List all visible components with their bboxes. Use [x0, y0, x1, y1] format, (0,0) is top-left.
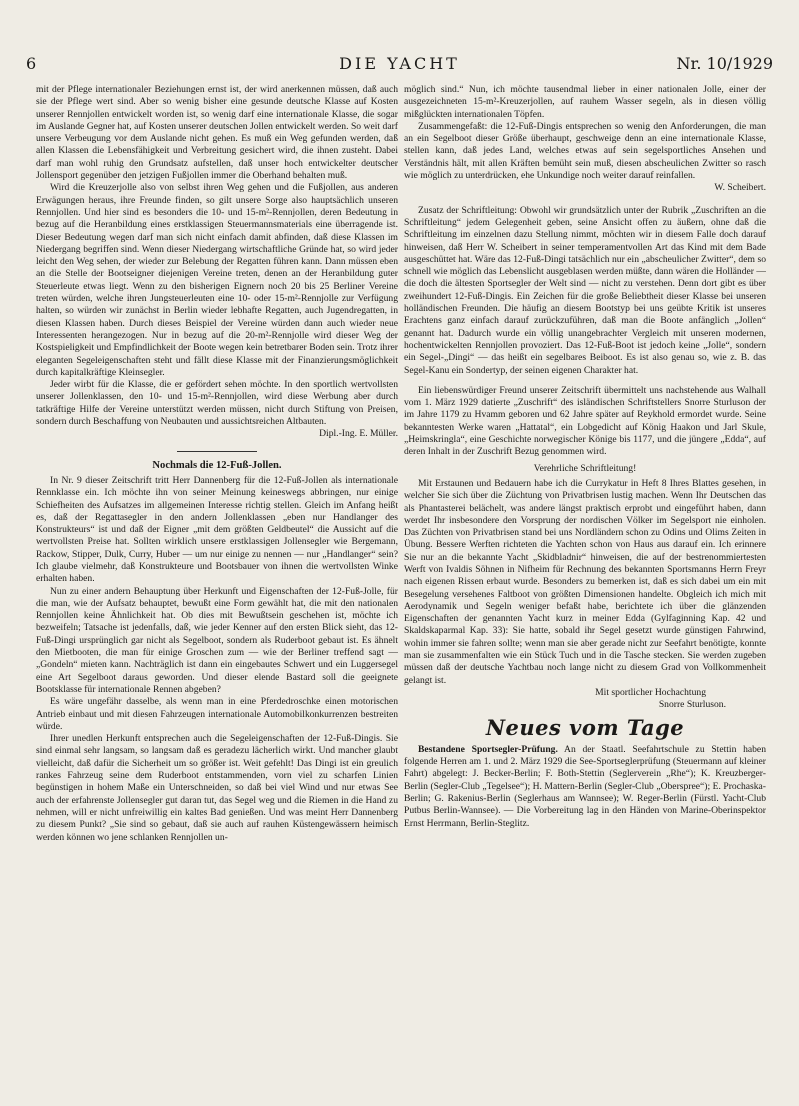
paragraph: In Nr. 9 dieser Zeitschrift tritt Herr Dannenberg für die 12-Fuß-Jollen als internationale Rennklasse ein. Ich möchte ihn von seiner Meinung keineswegs abbringen, nur einige Schiefheiten des Aufsatzes im allgemeinen Interesse richtig stellen. Gleich im Anfang heißt es, daß der Regattasegler in den andern Jollenklassen „eben nur Handlanger des Konstrukteurs“ ist und daß der Eigner „mit dem größten Geldbeutel“ die Aussicht auf die wertvollsten Preise hat. Sollten wirklich unsere erstklassigen Jollensegler wie Bergemann, Rackow, Stipper, Dulk, Curry, Huber — um nur einige zu nennen — nur „Handlanger“ sein? Ich glaube vielmehr, daß Konstrukteure und Bootsbauer von ihnen die wertvollsten Winke erhalten haben.: [36, 474, 398, 585]
paragraph: Nun zu einer andern Behauptung über Herkunft und Eigenschaften der 12-Fuß-Jolle, für die man, wie der Aufsatz behauptet, bewußt eine Form gewählt hat, die mit den nationalen Rennjollen keine Ähnlichkeit hat. Ob dies mit Bewußtsein geschehen ist, möchte ich bezweifeln; Tatsache ist jedenfalls, daß, wie jeder Kenner auf den ersten Blick sieht, das 12-Fuß-Dingi ursprünglich gar nicht als Segelboot, sondern als Ruderboot gebaut ist. Es ähnelt den Mietbooten, die man für einige Groschen zum — wie der Berliner treffend sagt — „Gondeln“ mieten kann. Nachträglich ist dann ein eingebautes Schwert und ein Luggersegel eine Art Segelboot daraus geworden. Und dieser elende Bastard soll die geeignete Bootsklasse für internationale Rennen abgeben?: [36, 585, 398, 695]
section-divider: [177, 451, 257, 452]
author-signature: W. Scheibert.: [714, 182, 766, 194]
letter-closing: Mit sportlicher Hochachtung: [595, 686, 706, 698]
letter-body: Mit Erstaunen und Bedauern habe ich die Currykatur in Heft 8 Ihres Blattes gesehen, in welcher Sie sich über die Züchtung von Privatbrisen lustig machen. Wenn Ihr Deutschen das als Phantasterei belächelt, was andere längst praktisch erprobt und eingeführt haben, dann werdet Ihr insbesondere den Vorsprung der nordischen Völker im Segelsport nie einholen. Das Züchten von Privatbrisen stand bei uns Nordländern schon zu Odins und Olims Zeiten in Übung. Bessere Werften richteten die Yachten schon von Haus aus darauf ein. Ich erinnere Sie nur an die bekannte Yacht „Skidbladnir“ hinweisen, die auf der bestrenommiertesten Werft von Ivaldis Söhnen in Nifheim für Rechnung des bekannten Sportsmanns Herrn Freyr nach eigenen Rissen erbaut wurde. Besonders zu bemerken ist, daß es sich dabei um ein mit Besegelung versehenes Faltboot von größten Dimensionen handelte. Obgleich ich mich mit Aerodynamik und Segeln weniger befaßt habe, berichtete ich über die glänzenden Eigenschaften der genannten Yacht kurz in meiner Edda (Gylfaginning Kap. 42 und Skaldskaparmal Kap. 33): Sie hatte, sobald ihr Segel gesetzt wurde günstigen Fahrwind, wohin immer sie fahren sollte; wenn man sie aber gerade nicht zur Seefahrt benötigte, konnte man sie zusammenfalten wie ein Stück Tuch und in die Tasche stecken. Sie werden zugeben müssen daß der deutsche Yachtbau noch lange nicht zu diesem Grad von Vollkommenheit gelangt ist.: [404, 477, 766, 686]
paragraph: Zusammengefaßt: die 12-Fuß-Dingis entsprechen so wenig den Anforderungen, die man an ein Segelboot dieser Größe überhaupt, geschweige denn an eine internationale Klasse, stellen kann, daß jedes Land, welches etwas auf sein segelsportliches Ansehen und Verständnis hält, mit allen Kräften bemüht sein muß, diesen abscheulichen Zwitter so rasch wie möglich zu unterdrücken, ehe Unkundige noch weiter darauf reinfallen.: [404, 120, 766, 182]
running-title: DIE YACHT: [339, 54, 460, 73]
paragraph: Ein liebenswürdiger Freund unserer Zeitschrift übermittelt uns nachstehende aus Walhall vom 1. März 1929 datierte „Zuschrift“ des isländischen Schriftstellers Snorre Sturluson der im Jahre 1179 zu Hvamm geboren und 62 Jahre später auf Reykhold ermordet wurde. Seine bekanntesten Werke waren „Hattatal“, ein Lobgedicht auf König Haakon und Jarl Skule, „Heimskringla“, eine Geschichte norwegischer Könige bis 1177, und die jüngere „Edda“, auf deren Inhalt in der Zuschrift Bezug genommen wird.: [404, 384, 766, 458]
paragraph: mit der Pflege internationaler Beziehungen ernst ist, der wird anerkennen müssen, daß auch sie der Pflege wert sind. Aber so wenig bisher eine gesunde deutsche Klasse auf Kosten unserer Rennjollen entwickelt worden ist, so wenig darf eine internationale Klasse, die sogar im Auslande Gegner hat, auf Kosten unserer deutschen Jollen entwickelt werden. So weit darf unsere Verbeugung vor dem Auslande nicht gehen. Es muß ein Weg gefunden werden, daß allen Klassen die Lebensfähigkeit und Verbreitung gesichert wird, die ihnen zusteht. Dabei darf man wohl ruhig den Grundsatz aufstellen, daß unser hoch entwickelter deutscher Jollensport gegenüber den jetzigen Fußjollen immer die Oberhand behalten muß.: [36, 84, 398, 182]
paragraph: Es wäre ungefähr dasselbe, als wenn man in eine Pferdedroschke einen motorischen Antrieb einbaut und mit diesen Fahrzeugen internationale Automobilkonkurrenzen bestreiten würde.: [36, 696, 398, 732]
left-column: [36, 84, 398, 1086]
letter-signature: Snorre Sturluson.: [658, 699, 726, 711]
paragraph: Ihrer unedlen Herkunft entsprechen auch die Segeleigenschaften der 12-Fuß-Dingis. Sie sind einmal sehr langsam, so langsam daß es geradezu lächerlich wirkt. Und mancher glaubt vielleicht, daß dafür die Sicherheit um so größer ist. Weit gefehlt! Das Dingi ist ein greulich rankes Fahrzeug seine dem Ruderboot entstammenden, vorn viel zu scharfen Linien begünstigen in hohem Maße ein Unterschneiden, so daß bei viel Wind und nur etwas See auch der erfahrenste Jollensegler gut daran tut, das Segel weg und die Riemen in die Hand zu nehmen, will er nicht unfreiwillig ein kaltes Bad genießen. Und was meint Herr Dannenberg zu diesem Punkt? „Sie sind so gebaut, daß sie auch auf rauhen Küstengewässern heimisch werden können wo jene schlanken Rennjollen un-: [36, 733, 398, 843]
editor-note: Zusatz der Schriftleitung: Obwohl wir grundsätzlich unter der Rubrik „Zuschriften an die Schriftleitung“ jedem Gelegenheit geben, seine Ansicht offen zu äußern, ohne daß die Schriftleitung im einzelnen dazu Stellung nimmt, möchten wir in diesem Falle doch darauf hinweisen, daß Herr W. Scheibert in seiner temperamentvollen Art das Kind mit dem Bade ausgeschüttet hat. Wäre das 12-Fuß-Dingi tatsächlich nur ein „abscheulicher Zwitter“, dem so schnell wie möglich das Lebenslicht ausgeblasen werden müßte, dann wären die Holländer — die doch die ältesten Sportsegler der Welt sind — nicht zu verstehen. Denn dort gibt es über zweihundert 12-Fuß-Dingis. Ein Zeichen für die große Beliebtheit dieser Klasse bei unseren holländischen Freunden. Die häufig an diesem Bootstyp bei uns geübte Kritik ist unseres Erachtens ganz einfach darauf zurückzuführen, daß man die Boote anfänglich „Jollen“ genannt hat. Dadurch wurde ein völlig unangebrachter Vergleich mit unseren modernen, hochentwickelten Rennjollen provoziert. Das 12-Fuß-Boot ist jedoch keine „Jolle“, sondern ein Segel-„Dingi“ — das heißt ein segelbares Beiboot. Es ist also genau so, wie z. B. das Segel-Kanu ein Sondertyp, der seinen eigenen Charakter hat.: [404, 204, 766, 376]
author-signature: Dipl.-Ing. E. Müller.: [319, 428, 398, 440]
right-column: [404, 84, 766, 1086]
news-section-title: Neues vom Tage: [485, 714, 685, 740]
paragraph: Jeder wirbt für die Klasse, die er gefördert sehen möchte. In den sportlich wertvollsten unserer Jollenklassen, den 10- und 15-m²-Rennjollen, wird diese Werbung aber durch tatkräftige Hilfe der Vereine unterstützt werden müssen, nicht durch Stiftung von Preisen, sondern durch Beschaffung von Neubauten und aussichtsreichen Altbauten.: [36, 379, 398, 428]
news-item: [404, 744, 766, 830]
letter-salutation: Verehrliche Schriftleitung!: [533, 462, 637, 474]
news-item-lead: Bestandene Sportsegler-Prüfung.: [418, 743, 558, 755]
page-header: [26, 54, 773, 78]
news-item-text: An der Staatl. Seefahrtschule zu Stettin haben folgende Herren am 1. und 2. März 1929 die See-Sportseglerprüfung (Steuermann auf kleiner Fahrt) abgelegt: J. Becker-Berlin; F. Both-Stettin (Seglerverein „Rhe“); K. Kreuzberger-Berlin (Segler-Club „Tegelsee“); H. Mattern-Berlin (Segler-Club „Oberspree“); E. Prochaska-Berlin; G. Rakenius-Berlin (Seglerhaus am Wannsee); W. Reger-Berlin (Fürstl. Yacht-Club Putbus Berlin-Wannsee). — Die Vorbereitung lag in den Händen von Marine-Oberinspektor Ernst Herrmann, Berlin-Steglitz.: [404, 743, 766, 829]
page-number: 6: [26, 54, 37, 73]
issue-number: Nr. 10/1929: [676, 54, 773, 73]
paragraph: möglich sind.“ Nun, ich möchte tausendmal lieber in einer nationalen Jolle, einer der ausgezeichneten 15-m²-Kreuzerjollen, auf rauhem Wasser segeln, als in diesen völlig mißglückten internationalen Töpfen.: [404, 84, 766, 120]
section-title: Nochmals die 12-Fuß-Jollen.: [152, 459, 282, 471]
paragraph: Wird die Kreuzerjolle also von selbst ihren Weg gehen und die Fußjollen, aus anderen Erwägungen heraus, ihre Freunde finden, so gilt unsere Sorge also hauptsächlich unseren Rennjollen. Und hier sind es besonders die 10- und 15-m²-Rennjollen, deren Bedeutung in bezug auf die Heranbildung eines erstklassigen Steuermannsmaterials eine überragende ist. Dieser Bedeutung wegen darf man sich nicht einfach damit abfinden, daß diese Klassen im Niedergang begriffen sind. Wenn dieser Niedergang wirtschaftliche Gründe hat, so wird jeder leicht den Weg sehen, der wieder zur Belebung der Regatten führen kann. Dann müssen eben an die Stelle der Bootseigner diejenigen Vereine treten, denen an der Heranbildung guter Steuerleute etwas liegt. Wenn zu den bisherigen Eignern noch 20 bis 25 Berliner Vereine treten würden, welche ihren Jungsteuerleuten eine 10- oder 15-m²-Rennjolle zur Verfügung halten, so würden wir zunächst in Berlin wieder lebhafte Regatten, auch Jugendregatten, in diesen Klassen haben. Durch dieses Beispiel der Vereine würden dann auch wieder neue Interessenten herangezogen. Nur in bezug auf die 20-m²-Rennjolle wird dieser Weg der Kostspieligkeit und Empfindlichkeit der Boote wegen kein betretbarer Boden sein. Trotz ihrer eleganten Segeleigenschaften steht und fällt diese Klasse mit der Finanzierungsmöglichkeit durch kapitalkräftige Kleinsegler.: [36, 182, 398, 378]
